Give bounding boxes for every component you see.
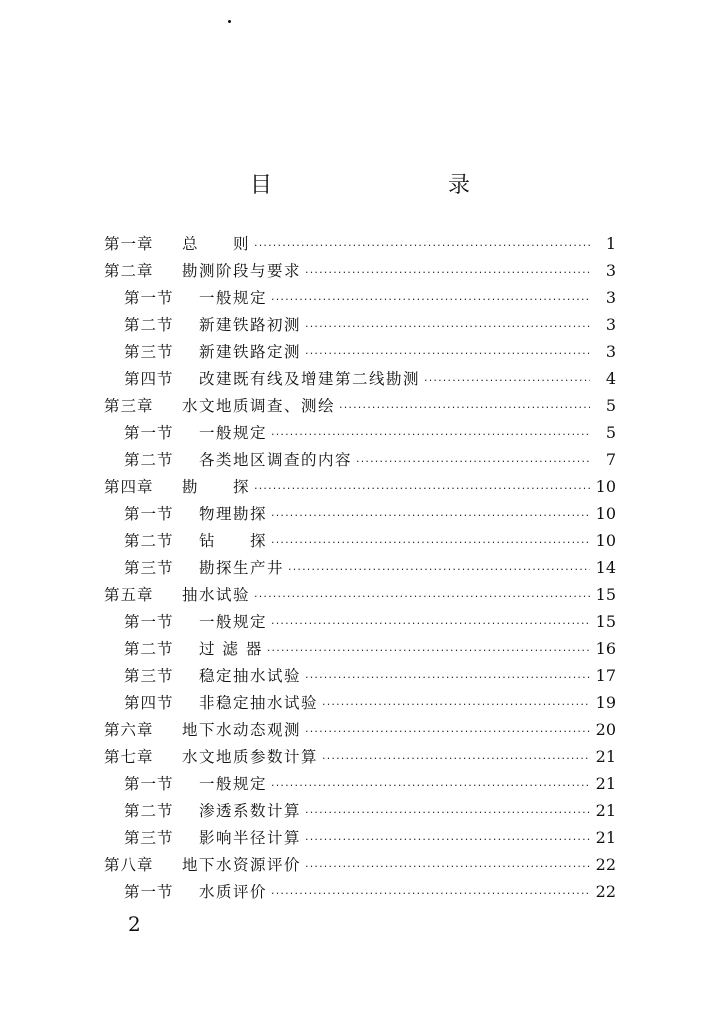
- toc-entry-label: 第一节: [124, 424, 174, 442]
- toc-entry-label: 第三节: [124, 829, 174, 847]
- toc-entry-title: 勘 探: [182, 478, 251, 496]
- toc-section-entry: [104, 610, 616, 637]
- toc-entry-title: 改建既有线及增建第二线勘测: [199, 370, 421, 388]
- dot-leader: [271, 617, 590, 630]
- toc-entry-label: 第八章: [104, 856, 154, 874]
- toc-section-entry: [104, 448, 616, 475]
- toc-section-entry: [104, 502, 616, 529]
- dot-leader: [271, 509, 590, 522]
- dot-leader: [305, 266, 590, 279]
- toc-entry-title: 稳定抽水试验: [199, 667, 302, 685]
- toc-section-entry: [104, 556, 616, 583]
- toc-entry-label: 第三节: [124, 559, 174, 577]
- toc-entry-label: 第一节: [124, 883, 174, 901]
- dot-leader: [305, 833, 590, 846]
- toc-entry-page: 15: [595, 585, 616, 604]
- print-speck: [228, 20, 231, 23]
- toc-entry-page: 3: [605, 261, 616, 280]
- toc-entry-page: 10: [595, 477, 616, 496]
- toc-entry-label: 第三节: [124, 667, 174, 685]
- toc-section-entry: [104, 664, 616, 691]
- dot-leader: [271, 293, 590, 306]
- toc-entry-page: 10: [595, 504, 616, 523]
- toc-entry-page: 22: [595, 882, 616, 901]
- toc-entry-label: 第二节: [124, 316, 174, 334]
- dot-leader: [356, 455, 590, 468]
- toc-entry-label: 第二章: [104, 262, 154, 280]
- toc-entry-label: 第五章: [104, 586, 154, 604]
- toc-section-entry: [104, 691, 616, 718]
- toc-entry-title: 物理勘探: [199, 505, 268, 523]
- toc-entry-title: 总 则: [182, 235, 251, 253]
- toc-section-entry: [104, 313, 616, 340]
- toc-entry-label: 第二节: [124, 802, 174, 820]
- toc-entry-title: 地下水资源评价: [182, 856, 302, 874]
- page-number: 2: [128, 912, 141, 936]
- dot-leader: [424, 374, 590, 387]
- toc-entry-label: 第一节: [124, 505, 174, 523]
- toc-section-entry: [104, 367, 616, 394]
- toc-entry-title: 一般规定: [199, 424, 268, 442]
- toc-section-entry: [104, 286, 616, 313]
- toc-entry-page: 5: [605, 423, 616, 442]
- toc-entry-title: 新建铁路初测: [199, 316, 302, 334]
- dot-leader: [305, 320, 590, 333]
- toc-entry-page: 4: [605, 369, 616, 388]
- toc-section-entry: [104, 772, 616, 799]
- toc-entry-title: 水文地质参数计算: [182, 748, 319, 766]
- toc-entry-title: 勘探生产井: [199, 559, 285, 577]
- toc-entry-title: 水文地质调查、测绘: [182, 397, 336, 415]
- dot-leader: [271, 887, 590, 900]
- toc-entry-title: 抽水试验: [182, 586, 251, 604]
- toc-entry-title: 一般规定: [199, 613, 268, 631]
- dot-leader: [305, 671, 590, 684]
- dot-leader: [267, 644, 590, 657]
- toc-chapter-entry: [104, 718, 616, 745]
- toc-entry-label: 第七章: [104, 748, 154, 766]
- toc-entry-page: 7: [605, 450, 616, 469]
- toc-entry-title: 非稳定抽水试验: [199, 694, 319, 712]
- dot-leader: [305, 860, 590, 873]
- dot-leader: [254, 590, 590, 603]
- toc-entry-label: 第四节: [124, 694, 174, 712]
- dot-leader: [288, 563, 590, 576]
- page-title: 目 录: [249, 173, 514, 198]
- toc-entry-page: 15: [595, 612, 616, 631]
- dot-leader: [322, 698, 590, 711]
- toc-entry-label: 第三章: [104, 397, 154, 415]
- toc-entry-page: 3: [605, 342, 616, 361]
- toc-section-entry: [104, 637, 616, 664]
- toc-chapter-entry: [104, 745, 616, 772]
- dot-leader: [322, 752, 590, 765]
- dot-leader: [305, 725, 590, 738]
- toc-entry-title: 各类地区调查的内容: [199, 451, 353, 469]
- toc-section-entry: [104, 826, 616, 853]
- toc-entry-page: 20: [595, 720, 616, 739]
- toc-entry-page: 14: [595, 558, 616, 577]
- toc-entry-title: 一般规定: [199, 289, 268, 307]
- toc-entry-page: 5: [605, 396, 616, 415]
- toc-entry-page: 19: [595, 693, 616, 712]
- toc-chapter-entry: [104, 259, 616, 286]
- toc-entry-title: 钻 探: [199, 532, 268, 550]
- toc-entry-page: 10: [595, 531, 616, 550]
- toc-entry-label: 第二节: [124, 640, 174, 658]
- toc-entry-label: 第二节: [124, 451, 174, 469]
- dot-leader: [305, 806, 590, 819]
- toc-entry-label: 第四章: [104, 478, 154, 496]
- dot-leader: [271, 428, 590, 441]
- toc-entry-label: 第一节: [124, 613, 174, 631]
- toc-chapter-entry: [104, 583, 616, 610]
- dot-leader: [339, 401, 590, 414]
- toc-chapter-entry: [104, 394, 616, 421]
- toc-entry-title: 水质评价: [199, 883, 268, 901]
- toc-entry-page: 21: [595, 747, 616, 766]
- toc-entry-title: 渗透系数计算: [199, 802, 302, 820]
- toc-section-entry: [104, 421, 616, 448]
- toc-entry-page: 16: [595, 639, 616, 658]
- toc-entry-page: 3: [605, 315, 616, 334]
- table-of-contents: [104, 232, 616, 907]
- toc-entry-title: 过 滤 器: [199, 640, 263, 658]
- toc-section-entry: [104, 340, 616, 367]
- toc-chapter-entry: [104, 475, 616, 502]
- toc-entry-page: 21: [595, 774, 616, 793]
- toc-entry-label: 第一节: [124, 775, 174, 793]
- toc-entry-label: 第六章: [104, 721, 154, 739]
- toc-entry-page: 21: [595, 828, 616, 847]
- toc-section-entry: [104, 799, 616, 826]
- toc-entry-title: 影响半径计算: [199, 829, 302, 847]
- toc-entry-title: 勘测阶段与要求: [182, 262, 302, 280]
- dot-leader: [271, 779, 590, 792]
- toc-entry-label: 第二节: [124, 532, 174, 550]
- dot-leader: [305, 347, 590, 360]
- toc-section-entry: [104, 529, 616, 556]
- toc-chapter-entry: [104, 853, 616, 880]
- dot-leader: [254, 239, 590, 252]
- dot-leader: [254, 482, 590, 495]
- dot-leader: [271, 536, 590, 549]
- toc-entry-label: 第一章: [104, 235, 154, 253]
- toc-entry-label: 第一节: [124, 289, 174, 307]
- toc-entry-title: 地下水动态观测: [182, 721, 302, 739]
- toc-entry-page: 22: [595, 855, 616, 874]
- toc-entry-label: 第三节: [124, 343, 174, 361]
- toc-entry-page: 1: [605, 234, 616, 253]
- toc-entry-title: 新建铁路定测: [199, 343, 302, 361]
- toc-chapter-entry: [104, 232, 616, 259]
- toc-section-entry: [104, 880, 616, 907]
- toc-entry-page: 3: [605, 288, 616, 307]
- toc-entry-page: 17: [595, 666, 616, 685]
- toc-entry-label: 第四节: [124, 370, 174, 388]
- toc-entry-page: 21: [595, 801, 616, 820]
- toc-entry-title: 一般规定: [199, 775, 268, 793]
